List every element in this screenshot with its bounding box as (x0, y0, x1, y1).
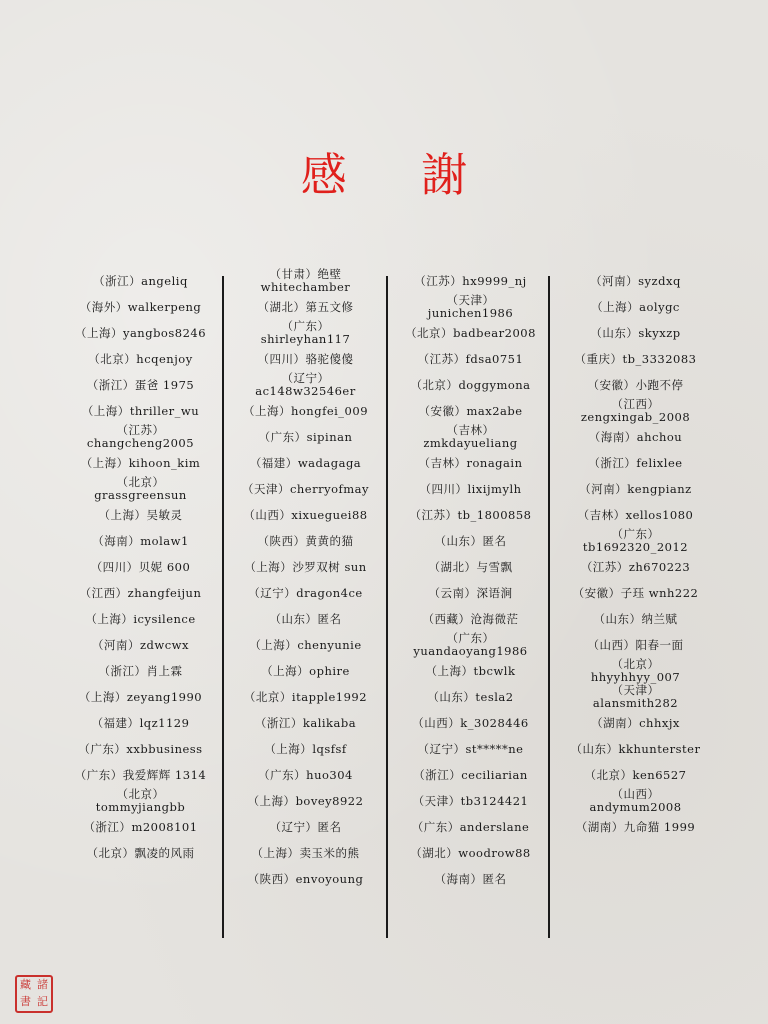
acknowledgement-entry (553, 294, 718, 320)
acknowledgement-entry (223, 788, 388, 814)
acknowledgement-entry (388, 502, 553, 528)
entry-name: kalikaba (302, 715, 357, 730)
acknowledgement-entry (223, 372, 388, 398)
acknowledgement-entry (553, 476, 718, 502)
acknowledgement-entry (553, 554, 718, 580)
entry-region: （北京） (611, 657, 660, 671)
entry-region: （辽宁） (269, 819, 318, 834)
entry-name: 沙罗双树 sun (292, 559, 367, 574)
acknowledgement-entry (58, 684, 223, 710)
acknowledgement-entry (388, 346, 553, 372)
entry-name: icysilence (133, 611, 196, 626)
entry-region: （海南） (434, 871, 483, 886)
entry-region: （陕西） (247, 871, 296, 886)
acknowledgement-entry (223, 814, 388, 840)
acknowledgement-entry (388, 710, 553, 736)
entry-name: cherryofmay (289, 481, 370, 496)
acknowledgement-entry (223, 268, 388, 294)
entry-region: （湖北） (410, 845, 459, 860)
acknowledgement-entry (58, 632, 223, 658)
entry-region: （上海） (242, 403, 291, 418)
entry-name: tesla2 (475, 689, 514, 704)
entry-region: （河南） (590, 273, 639, 288)
entry-name: envoyoung (295, 871, 364, 886)
entry-name: bovey8922 (295, 793, 364, 808)
acknowledgement-entry (553, 450, 718, 476)
acknowledgement-entry (388, 658, 553, 684)
acknowledgement-entry (388, 762, 553, 788)
acknowledgement-entry (58, 424, 223, 450)
acknowledgement-entry (388, 632, 553, 658)
entry-region: （上海） (264, 741, 313, 756)
entry-region: （河南） (91, 637, 140, 652)
collector-seal-stamp (15, 975, 53, 1013)
entry-region: （上海） (78, 689, 127, 704)
acknowledgement-entry (388, 528, 553, 554)
entry-region: （浙江） (86, 377, 135, 392)
entry-name-extra: whitechamber (260, 280, 351, 294)
column-divider (548, 276, 550, 938)
entry-name: 匿名 (317, 819, 342, 834)
acknowledgement-entry (58, 788, 223, 814)
entry-name: 九命猫 1999 (623, 819, 696, 834)
entry-name: ac148w32546er (255, 384, 356, 398)
entry-name: aolygc (639, 299, 680, 314)
acknowledgement-entry (223, 554, 388, 580)
entry-name: zh670223 (628, 559, 691, 574)
entry-region: （安徽） (587, 377, 636, 392)
entry-name: angeliq (141, 273, 188, 288)
column-divider (222, 276, 224, 938)
entry-name: tb_3332083 (622, 351, 697, 366)
acknowledgement-entry (223, 476, 388, 502)
entry-name: 与雪飘 (476, 559, 513, 574)
entry-name: tb_1800858 (457, 507, 532, 522)
acknowledgement-entry (553, 684, 718, 710)
entry-region: （河南） (579, 481, 628, 496)
entry-name: xxbbusiness (126, 741, 203, 756)
entry-region: （上海） (85, 611, 134, 626)
entry-name: tb3124421 (460, 793, 529, 808)
entry-name: 黄黄的猫 (305, 533, 354, 548)
acknowledgement-entry (388, 424, 553, 450)
entry-name: ceciliarian (461, 767, 528, 782)
entry-region: （江西） (79, 585, 128, 600)
entry-region: （四川） (257, 351, 306, 366)
entry-region: （甘肃） (269, 267, 318, 281)
seal-char: 藏 (20, 978, 31, 991)
acknowledgement-entry (58, 476, 223, 502)
names-column-3 (388, 268, 553, 892)
entry-region: （山西） (243, 507, 292, 522)
entry-name: thriller_wu (129, 403, 200, 418)
entry-name: kihoon_kim (128, 455, 201, 470)
entry-name: 匿名 (482, 871, 507, 886)
acknowledgement-entry (223, 736, 388, 762)
entry-region: （上海） (80, 455, 129, 470)
entry-name: ophire (309, 663, 350, 678)
acknowledgement-entry (553, 606, 718, 632)
acknowledgement-columns (58, 268, 720, 936)
entry-region: （安徽） (418, 403, 467, 418)
entry-region: （上海） (81, 403, 130, 418)
acknowledgement-entry (58, 710, 223, 736)
acknowledgement-entry (223, 346, 388, 372)
entry-region: （广东） (258, 767, 307, 782)
seal-char: 諸 (37, 978, 48, 991)
entry-name: 绝壁 (317, 267, 342, 281)
acknowledgement-entry (553, 632, 718, 658)
entry-name: m2008101 (131, 819, 198, 834)
acknowledgement-entry (223, 502, 388, 528)
acknowledgement-entry (58, 606, 223, 632)
entry-region: （湖南） (575, 819, 624, 834)
entry-name: 深语涧 (476, 585, 513, 600)
entry-region: （广东） (78, 741, 127, 756)
entry-region: （北京） (116, 787, 165, 801)
entry-name: tommyjiangbb (95, 800, 186, 814)
entry-region: （海南） (588, 429, 637, 444)
entry-region: （山东） (593, 611, 642, 626)
acknowledgement-entry (223, 294, 388, 320)
entry-name: itapple1992 (291, 689, 368, 704)
entry-name: syzdxq (638, 273, 681, 288)
entry-region: （天津） (611, 683, 660, 697)
entry-region: （广东） (258, 429, 307, 444)
acknowledgement-entry (223, 606, 388, 632)
acknowledgement-entry (388, 866, 553, 892)
entry-name: 子珏 wnh222 (620, 585, 699, 600)
acknowledgement-entry (58, 320, 223, 346)
entry-region: （上海） (247, 793, 296, 808)
acknowledgement-entry (223, 658, 388, 684)
acknowledgement-entry (223, 320, 388, 346)
acknowledgement-entry (223, 840, 388, 866)
entry-name: doggymona (458, 377, 531, 392)
entry-region: （吉林） (577, 507, 626, 522)
entry-name: 小跑不停 (635, 377, 684, 392)
entry-region: （上海） (261, 663, 310, 678)
seal-char: 書 (20, 995, 31, 1008)
entry-region: （西藏） (422, 611, 471, 626)
entry-region: （江苏） (409, 507, 458, 522)
entry-region: （安徽） (572, 585, 621, 600)
entry-name: lqsfsf (312, 741, 347, 756)
entry-name: yuandaoyang1986 (413, 644, 528, 658)
entry-name: huo304 (306, 767, 353, 782)
entry-region: （山西） (611, 787, 660, 801)
entry-region: （辽宁） (417, 741, 466, 756)
acknowledgement-entry (223, 580, 388, 606)
entry-region: （山东） (434, 533, 483, 548)
entry-name: ahchou (636, 429, 683, 444)
entry-region: （北京） (243, 689, 292, 704)
entry-name: badbear2008 (453, 325, 536, 340)
entry-name: zdwcwx (139, 637, 190, 652)
entry-region: （北京） (86, 845, 135, 860)
entry-region: （北京） (116, 475, 165, 489)
acknowledgement-entry (553, 736, 718, 762)
acknowledgement-entry (553, 398, 718, 424)
entry-region: （吉林） (446, 423, 495, 437)
entry-region: （江苏） (414, 273, 463, 288)
entry-region: （辽宁） (281, 371, 330, 385)
entry-region: （天津） (446, 293, 495, 307)
entry-region: （湖北） (257, 299, 306, 314)
column-divider (386, 276, 388, 938)
entry-name: hcqenjoy (136, 351, 193, 366)
acknowledgement-entry (58, 398, 223, 424)
entry-region: （重庆） (574, 351, 623, 366)
entry-region: （江苏） (417, 351, 466, 366)
entry-region: （江西） (611, 397, 660, 411)
entry-region: （天津） (241, 481, 290, 496)
entry-name: max2abe (466, 403, 523, 418)
acknowledgement-entry (388, 736, 553, 762)
entry-region: （北京） (584, 767, 633, 782)
acknowledgement-entry (553, 580, 718, 606)
entry-name: 阳春一面 (635, 637, 684, 652)
acknowledgement-entry (223, 398, 388, 424)
entry-name: 骆驼傻傻 (305, 351, 354, 366)
entry-name: andymum2008 (589, 800, 682, 814)
entry-region: （浙江） (254, 715, 303, 730)
acknowledgement-entry (388, 684, 553, 710)
acknowledgement-entry (388, 372, 553, 398)
page-title: 感 謝 (300, 148, 498, 202)
entry-region: （福建） (249, 455, 298, 470)
entry-region: （海外） (79, 299, 128, 314)
acknowledgement-entry (553, 346, 718, 372)
entry-region: （上海） (249, 637, 298, 652)
entry-region: （广东） (411, 819, 460, 834)
entry-name: wadagaga (297, 455, 362, 470)
acknowledgement-entry (388, 398, 553, 424)
entry-region: （广东） (74, 767, 123, 782)
entry-region: （江苏） (116, 423, 165, 437)
entry-region: （四川） (90, 559, 139, 574)
acknowledgement-entry (58, 814, 223, 840)
entry-region: （广东） (446, 631, 495, 645)
acknowledgement-entry (223, 866, 388, 892)
entry-region: （广东） (611, 527, 660, 541)
acknowledgement-entry (58, 554, 223, 580)
acknowledgement-entry (58, 346, 223, 372)
entry-region: （福建） (91, 715, 140, 730)
entry-region: （上海） (251, 845, 300, 860)
acknowledgement-entry (223, 762, 388, 788)
entry-region: （天津） (412, 793, 461, 808)
acknowledgement-entry (58, 268, 223, 294)
entry-name: sipinan (306, 429, 353, 444)
acknowledgement-entry (553, 502, 718, 528)
entry-name: junichen1986 (427, 306, 514, 320)
entry-region: （北京） (410, 377, 459, 392)
entry-name: xixueguei88 (291, 507, 368, 522)
entry-region: （北京） (88, 351, 137, 366)
entry-region: （上海） (425, 663, 474, 678)
entry-region: （浙江） (83, 819, 132, 834)
entry-name: skyxzp (638, 325, 681, 340)
acknowledgement-entry (553, 424, 718, 450)
entry-name: lqz1129 (139, 715, 190, 730)
entry-name: chhxjx (639, 715, 680, 730)
acknowledgement-entry (388, 320, 553, 346)
acknowledgement-entry (553, 372, 718, 398)
acknowledgement-entry (58, 372, 223, 398)
entry-name: yangbos8246 (122, 325, 207, 340)
entry-name: 肖上霖 (146, 663, 183, 678)
entry-region: （浙江） (413, 767, 462, 782)
entry-name: 匿名 (482, 533, 507, 548)
entry-name: fdsa0751 (465, 351, 524, 366)
entry-name: tb1692320_2012 (582, 540, 689, 554)
acknowledgement-entry (58, 580, 223, 606)
acknowledgement-entry (388, 268, 553, 294)
entry-region: （四川） (419, 481, 468, 496)
entry-region: （海南） (92, 533, 141, 548)
acknowledgement-entry (223, 710, 388, 736)
entry-region: （浙江） (93, 273, 142, 288)
acknowledgement-entry (58, 528, 223, 554)
acknowledgement-entry (388, 788, 553, 814)
entry-name: zeyang1990 (126, 689, 203, 704)
entry-region: （上海） (244, 559, 293, 574)
acknowledgement-entry (58, 762, 223, 788)
acknowledgement-entry (553, 788, 718, 814)
names-column-2 (223, 268, 388, 892)
acknowledgement-entry (58, 450, 223, 476)
entry-region: （吉林） (418, 455, 467, 470)
entry-name: tbcwlk (473, 663, 516, 678)
entry-region: （山东） (570, 741, 619, 756)
entry-name: alansmith282 (592, 696, 679, 710)
acknowledgement-entry (388, 554, 553, 580)
entry-name: st*****ne (465, 741, 524, 756)
entry-region: （山东） (590, 325, 639, 340)
acknowledgement-entry (388, 476, 553, 502)
entry-name: chenyunie (297, 637, 362, 652)
acknowledgement-entry (223, 684, 388, 710)
entry-region: （山东） (269, 611, 318, 626)
acknowledgement-entry (553, 320, 718, 346)
entry-region: （上海） (591, 299, 640, 314)
acknowledgement-entry (553, 710, 718, 736)
acknowledgement-entry (58, 502, 223, 528)
entry-name: felixlee (636, 455, 683, 470)
entry-region: （上海） (74, 325, 123, 340)
entry-region: （北京） (405, 325, 454, 340)
entry-name: woodrow88 (458, 845, 531, 860)
entry-name: molaw1 (140, 533, 189, 548)
entry-region: （上海） (98, 507, 147, 522)
entry-name: hongfei_009 (290, 403, 369, 418)
names-column-1 (58, 268, 223, 866)
entry-name: 第五文修 (305, 299, 354, 314)
acknowledgement-entry (553, 268, 718, 294)
acknowledgement-entry (553, 762, 718, 788)
entry-name: k_3028446 (460, 715, 529, 730)
acknowledgement-entry (388, 606, 553, 632)
entry-region: （山西） (412, 715, 461, 730)
entry-name: grassgreensun (94, 488, 187, 502)
entry-name: 沧海微茫 (470, 611, 519, 626)
entry-name: zmkdayueliang (423, 436, 518, 450)
entry-name: 我爱辉辉 1314 (122, 767, 207, 782)
entry-region: （山西） (587, 637, 636, 652)
entry-name: 纳兰赋 (641, 611, 678, 626)
acknowledgement-entry (553, 658, 718, 684)
entry-name: shirleyhan117 (260, 332, 351, 346)
acknowledgement-entry (58, 840, 223, 866)
entry-name: 卖玉米的熊 (299, 845, 360, 860)
entry-name: zhangfeijun (127, 585, 202, 600)
entry-region: （广东） (281, 319, 330, 333)
acknowledgement-entry (553, 814, 718, 840)
entry-name: dragon4ce (296, 585, 363, 600)
acknowledgement-entry (388, 580, 553, 606)
entry-region: （浙江） (98, 663, 147, 678)
entry-region: （江苏） (580, 559, 629, 574)
acknowledgement-entry (58, 294, 223, 320)
entry-name: ronagain (466, 455, 523, 470)
entry-name: walkerpeng (127, 299, 202, 314)
acknowledgement-entry (223, 450, 388, 476)
entry-name: zengxingab_2008 (580, 410, 691, 424)
entry-name: ken6527 (632, 767, 687, 782)
entry-region: （陕西） (257, 533, 306, 548)
entry-region: （云南） (428, 585, 477, 600)
acknowledgement-entry (223, 424, 388, 450)
entry-region: （湖北） (428, 559, 477, 574)
entry-name: 蛋爸 1975 (134, 377, 195, 392)
acknowledgement-entry (223, 632, 388, 658)
acknowledgement-entry (388, 450, 553, 476)
entry-name: hhyyhhyy_007 (590, 670, 681, 684)
entry-name: 匿名 (317, 611, 342, 626)
names-column-4 (553, 268, 718, 840)
entry-name: kengpianz (627, 481, 692, 496)
entry-name: anderslane (459, 819, 530, 834)
acknowledgement-entry (58, 736, 223, 762)
acknowledgement-entry (58, 658, 223, 684)
entry-name: hx9999_nj (462, 273, 527, 288)
acknowledgement-entry (388, 294, 553, 320)
acknowledgement-entry (388, 840, 553, 866)
entry-region: （山东） (427, 689, 476, 704)
entry-name: 吴敏灵 (146, 507, 183, 522)
entry-region: （辽宁） (248, 585, 297, 600)
acknowledgement-entry (553, 528, 718, 554)
entry-name: lixijmylh (467, 481, 522, 496)
seal-char: 記 (37, 995, 48, 1008)
entry-name: changcheng2005 (86, 436, 195, 450)
acknowledgement-entry (223, 528, 388, 554)
entry-region: （湖南） (591, 715, 640, 730)
entry-name: 飘凌的风雨 (134, 845, 195, 860)
entry-name: xellos1080 (625, 507, 694, 522)
entry-name: kkhunterster (618, 741, 701, 756)
acknowledgement-entry (388, 814, 553, 840)
entry-region: （浙江） (588, 455, 637, 470)
entry-name: 贝妮 600 (138, 559, 191, 574)
